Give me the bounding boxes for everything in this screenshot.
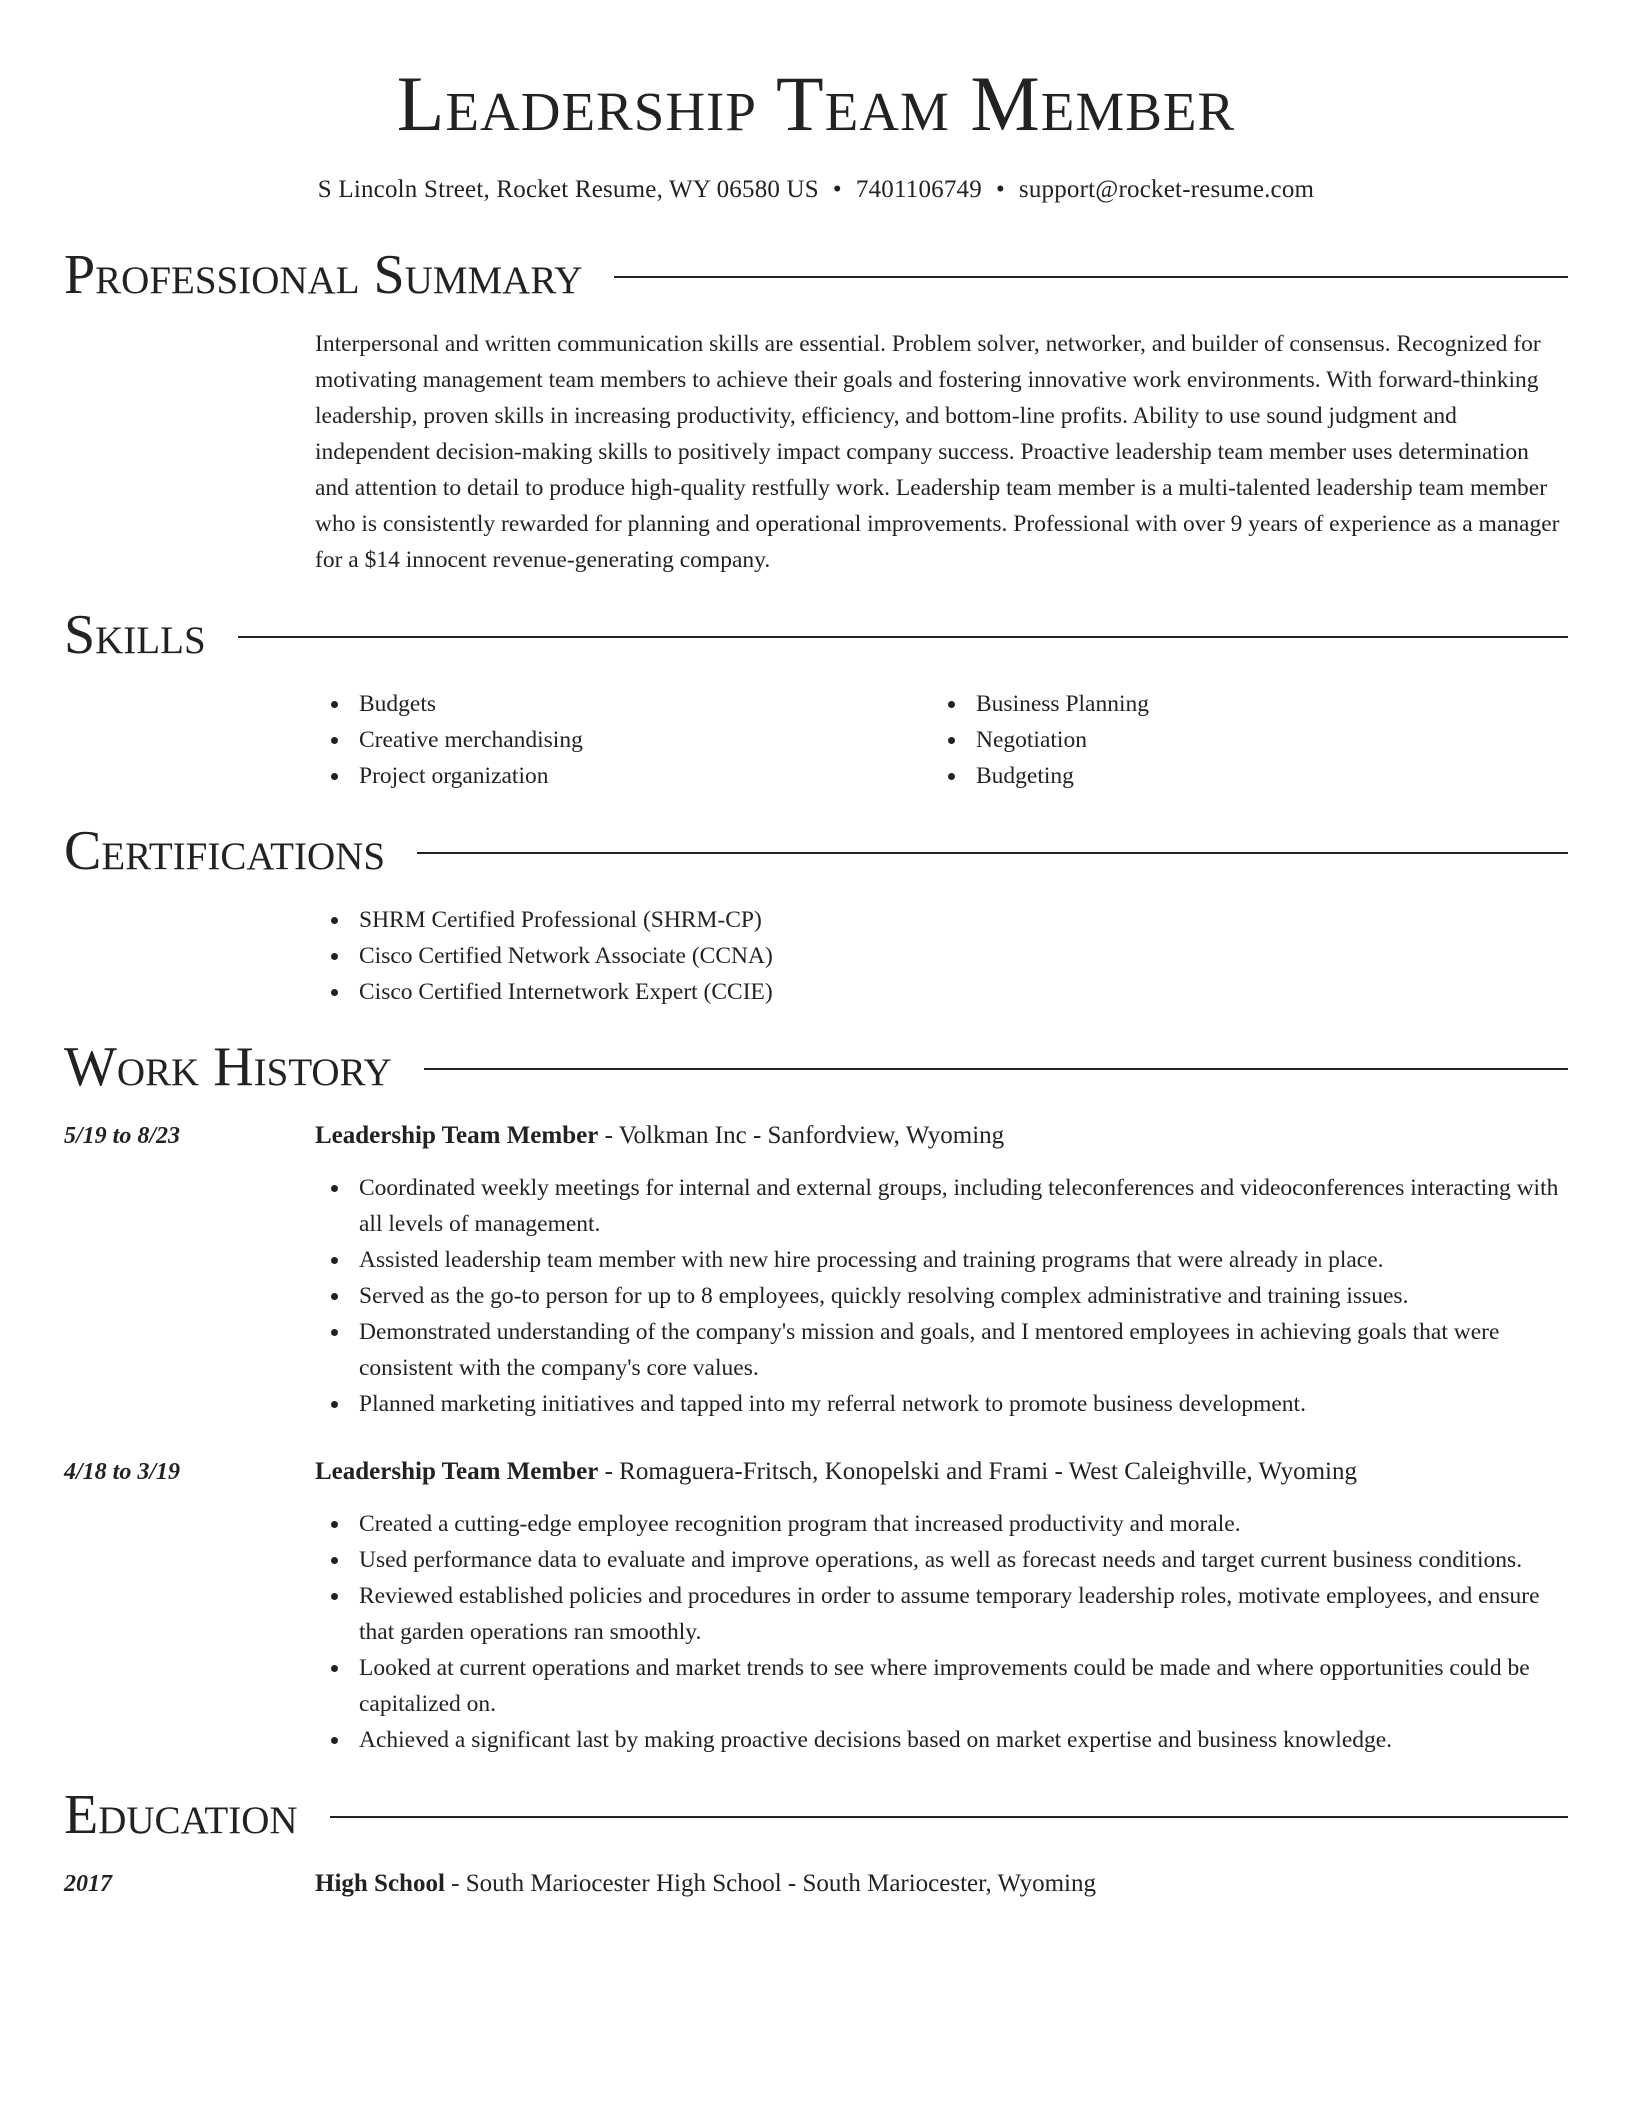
certifications-list	[315, 902, 1568, 1010]
education-year: 2017	[64, 1871, 112, 1897]
contact-line	[64, 174, 1568, 206]
contact-separator: •	[995, 176, 1005, 203]
job-role-line	[315, 1454, 1568, 1490]
work-title: Work History	[64, 1036, 392, 1098]
job-duty-item: Assisted leadership team member with new hire processing and training programs that were already in place.	[315, 1242, 1568, 1278]
work-section-header	[64, 1032, 1568, 1102]
job-duty-item: Looked at current operations and market trends to see where improvements could be made and where opportunities could be capitalized on.	[315, 1650, 1568, 1722]
contact-phone: 7401106749	[855, 176, 982, 203]
education-entry	[64, 1866, 1568, 1902]
job-duty-item: Achieved a significant last by making proactive decisions based on market expertise and business knowledge.	[315, 1722, 1568, 1758]
contact-email: support@rocket-resume.com	[1018, 176, 1315, 203]
job-duty-item: Used performance data to evaluate and improve operations, as well as forecast needs and target current business conditions.	[315, 1542, 1568, 1578]
job-duties	[315, 1170, 1568, 1422]
contact-separator: •	[832, 176, 842, 203]
summary-title: Professional Summary	[64, 244, 583, 306]
certifications-list-wrap	[315, 902, 1568, 1010]
skill-item: Budgets	[315, 686, 932, 722]
skill-item: Project organization	[315, 758, 932, 794]
job-role: Leadership Team Member	[315, 1458, 599, 1485]
job-entry	[64, 1118, 1568, 1422]
job-duty-item: Demonstrated understanding of the company's mission and goals, and I mentored employees in achieving goals that were consistent with the company's core values.	[315, 1314, 1568, 1386]
skill-item: Budgeting	[932, 758, 1549, 794]
job-dates: 5/19 to 8/23	[64, 1123, 181, 1149]
skills-title: Skills	[64, 604, 206, 666]
contact-address: S Lincoln Street, Rocket Resume, WY 06580 US	[317, 176, 819, 203]
job-body	[315, 1118, 1568, 1422]
job-duties	[315, 1506, 1568, 1758]
job-body	[315, 1454, 1568, 1758]
skills-column-right	[932, 686, 1549, 794]
job-dates: 4/18 to 3/19	[64, 1459, 181, 1485]
section-divider	[417, 852, 1568, 854]
skills-list-left	[315, 686, 932, 794]
education-section-header	[64, 1780, 1568, 1850]
candidate-name: Leadership Team Member	[396, 60, 1236, 147]
summary-text: Interpersonal and written communication skills are essential. Problem solver, networker, and builder of consensus. Recognized for motivating management team members to achieve their goals and fostering innovative work environments. With forward-thinking leadership, proven skills in increasing productivity, efficiency, and bottom-line profits. Ability to use sound judgment and independent decision-making skills to positively impact company success. Proactive leadership team member uses determination and attention to detail to produce high-quality restfully work. Leadership team member is a multi-talented leadership team member who is consistently rewarded for planning and operational improvements. Professional with over 9 years of experience as a manager for a $14 innocent revenue-generating company.	[315, 331, 1560, 573]
certifications-title: Certifications	[64, 820, 386, 882]
education-school: - South Mariocester High School - South Mariocester, Wyoming	[444, 1870, 1097, 1897]
education-title: Education	[64, 1784, 298, 1846]
section-divider	[424, 1068, 1568, 1070]
skill-item: Negotiation	[932, 722, 1549, 758]
job-duty-item: Served as the go-to person for up to 8 employees, quickly resolving complex administrative and training issues.	[315, 1278, 1568, 1314]
education-body	[315, 1866, 1568, 1902]
skill-item: Business Planning	[932, 686, 1549, 722]
skills-grid	[315, 686, 1568, 794]
certification-item: Cisco Certified Internetwork Expert (CCIE)	[315, 974, 1568, 1010]
job-duty-item: Planned marketing initiatives and tapped into my referral network to promote business development.	[315, 1386, 1568, 1422]
job-duty-item: Created a cutting-edge employee recognition program that increased productivity and morale.	[315, 1506, 1568, 1542]
job-role: Leadership Team Member	[315, 1122, 599, 1149]
job-duty-item: Coordinated weekly meetings for internal and external groups, including teleconferences and videoconferences interacting with all levels of management.	[315, 1170, 1568, 1242]
resume-header	[64, 0, 1568, 206]
job-employer: - Romaguera-Fritsch, Konopelski and Frami - West Caleighville, Wyoming	[598, 1458, 1357, 1485]
skills-section-header	[64, 600, 1568, 670]
job-employer: - Volkman Inc - Sanfordview, Wyoming	[598, 1122, 1005, 1149]
section-divider	[330, 1816, 1568, 1818]
summary-section-header	[64, 240, 1568, 310]
certification-item: SHRM Certified Professional (SHRM-CP)	[315, 902, 1568, 938]
skills-column-left	[315, 686, 932, 794]
section-divider	[238, 636, 1568, 638]
job-role-line	[315, 1118, 1568, 1154]
education-degree: High School	[315, 1870, 445, 1897]
job-duty-item: Reviewed established policies and procedures in order to assume temporary leadership roles, motivate employees, and ensure that garden operations ran smoothly.	[315, 1578, 1568, 1650]
certification-item: Cisco Certified Network Associate (CCNA)	[315, 938, 1568, 974]
certifications-section-header	[64, 816, 1568, 886]
education-line	[315, 1866, 1568, 1902]
job-entry	[64, 1454, 1568, 1758]
skills-list-right	[932, 686, 1549, 794]
skill-item: Creative merchandising	[315, 722, 932, 758]
section-divider	[614, 276, 1568, 278]
